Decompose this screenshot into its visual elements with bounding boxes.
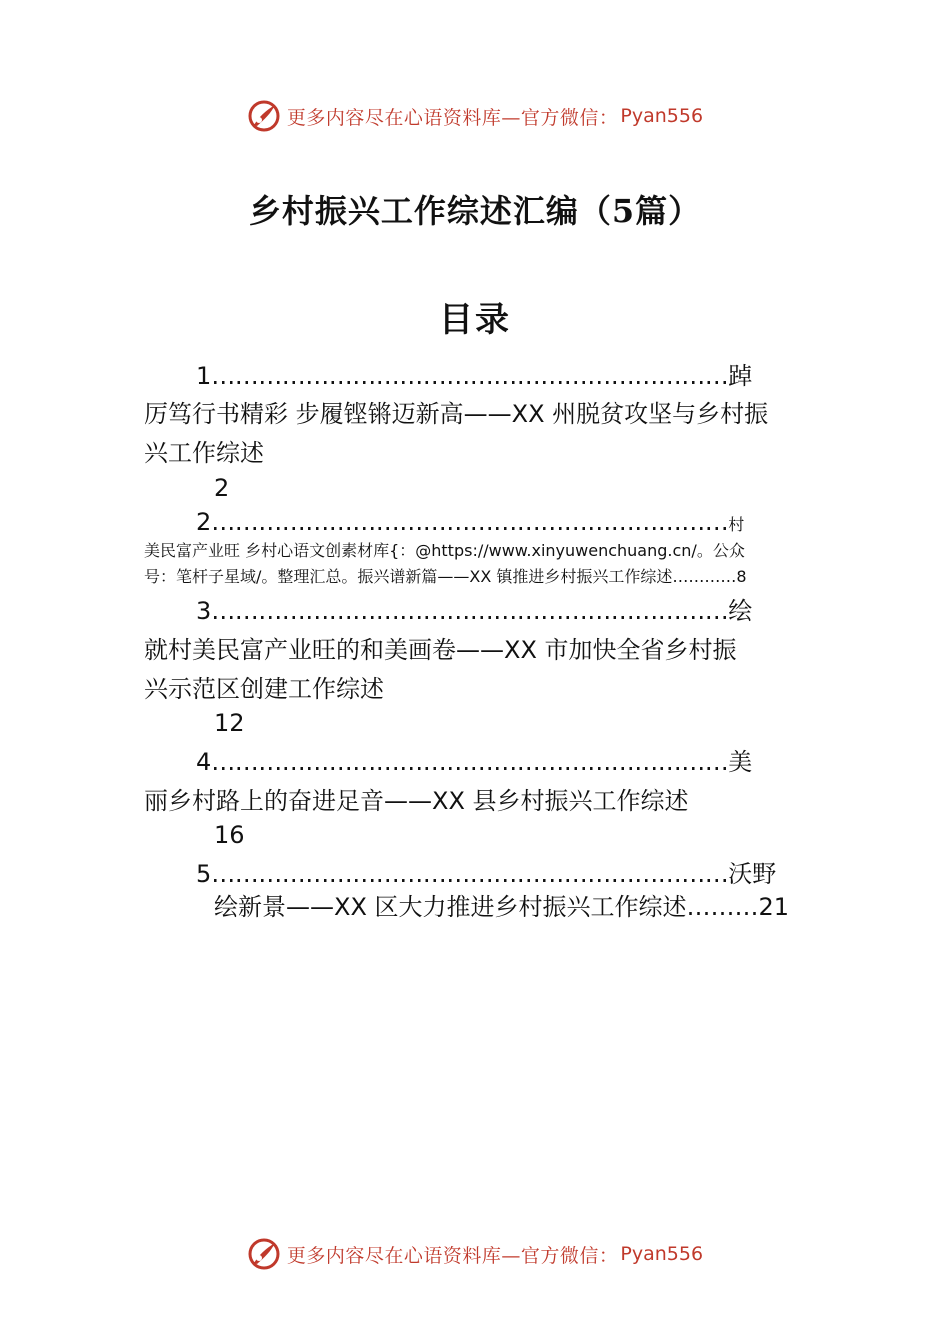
- toc-entry-3-dots: …………………………………………………………: [211, 597, 729, 625]
- toc-entry-3-num: 3: [196, 597, 212, 625]
- toc-entry-1-head[interactable]: [196, 361, 752, 391]
- toc-entry-3-head-text: 绘: [728, 597, 753, 625]
- footer-banner: [0, 1234, 950, 1274]
- toc-entry-2-line3: 号：笔杆子星域/。整理汇总。振兴谱新篇——XX 镇推进乡村振兴工作综述…………8: [144, 567, 747, 586]
- toc-entry-5-num: 5: [196, 860, 212, 888]
- toc-entry-5-head-text: 沃野: [728, 860, 777, 888]
- toc-entry-1-page: 2: [214, 474, 230, 502]
- banner-contact: Pyan556: [620, 1243, 704, 1265]
- toc-entry-3-head[interactable]: [196, 596, 752, 626]
- toc-entry-1-num: 1: [196, 362, 212, 390]
- toc-entry-5-dots: …………………………………………………………: [211, 860, 729, 888]
- quill-seal-icon: [247, 99, 281, 133]
- toc-entry-2-num: 2: [196, 508, 212, 536]
- toc-entry-2-head[interactable]: [196, 507, 744, 537]
- toc-entry-3-line3: 兴示范区创建工作综述: [144, 675, 384, 703]
- toc-entry-4-line2: 丽乡村路上的奋进足音——XX 县乡村振兴工作综述: [144, 787, 689, 815]
- quill-seal-icon: [247, 1237, 281, 1271]
- banner-text: 更多内容尽在心语资料库—官方微信：: [286, 1244, 619, 1267]
- toc-entry-2-head-text: 村: [728, 515, 745, 534]
- toc-entry-4-dots: …………………………………………………………: [211, 748, 729, 776]
- toc-heading: 目录: [439, 300, 511, 340]
- toc-entry-1-line3: 兴工作综述: [144, 439, 264, 467]
- toc-entry-4-head[interactable]: [196, 747, 752, 777]
- toc-entry-3-line2: 就村美民富产业旺的和美画卷——XX 市加快全省乡村振: [144, 636, 737, 664]
- toc-entry-2-line2: 美民富产业旺 乡村心语文创素材库{：@https://www.xinyuwenchuang.cn/。公众: [144, 541, 745, 560]
- toc-entry-4-num: 4: [196, 748, 212, 776]
- toc-entry-1-line2: 厉笃行书精彩 步履铿锵迈新高——XX 州脱贫攻坚与乡村振: [144, 400, 769, 428]
- banner-contact: Pyan556: [620, 105, 704, 127]
- toc-entry-1-head-text: 踔: [728, 362, 753, 390]
- toc-entry-2-dots: …………………………………………………………: [211, 508, 729, 536]
- toc-entry-1-dots: …………………………………………………………: [211, 362, 729, 390]
- toc-entry-5-head[interactable]: [196, 859, 776, 889]
- banner-text: 更多内容尽在心语资料库—官方微信：: [286, 106, 619, 129]
- document-title: 乡村振兴工作综述汇编（5篇）: [248, 192, 702, 230]
- toc-entry-3-page: 12: [214, 709, 245, 737]
- toc-entry-5-line2: 绘新景——XX 区大力推进乡村振兴工作综述………21: [214, 893, 790, 921]
- header-banner: [0, 96, 950, 136]
- toc-entry-4-head-text: 美: [728, 748, 753, 776]
- toc-entry-4-page: 16: [214, 821, 245, 849]
